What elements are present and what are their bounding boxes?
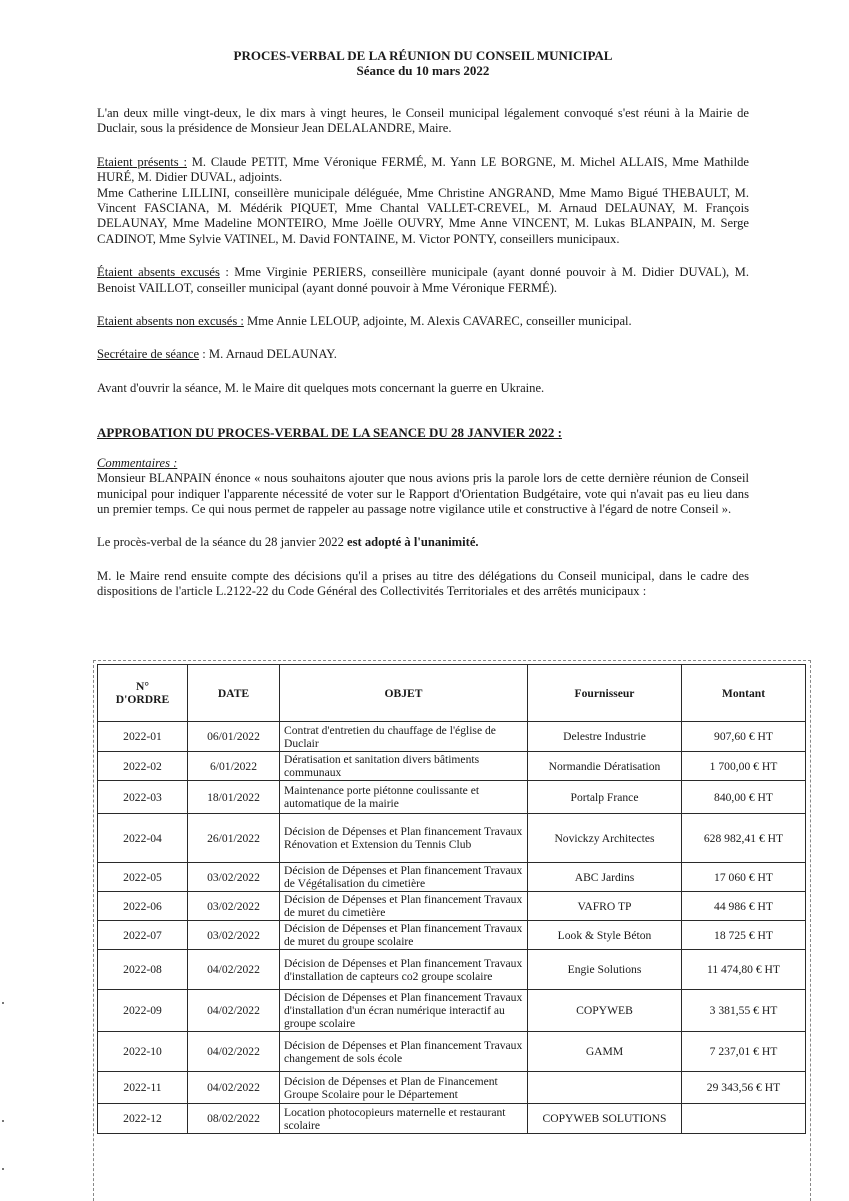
cell-objet: Décision de Dépenses et Plan financement Travaux de muret du cimetière: [280, 892, 528, 921]
cell-fournisseur: COPYWEB SOLUTIONS: [528, 1104, 682, 1134]
cell-fournisseur: Portalp France: [528, 781, 682, 814]
table-row: [98, 1104, 806, 1134]
cell-objet: Décision de Dépenses et Plan financement Travaux Rénovation et Extension du Tennis Club: [280, 814, 528, 863]
absents-excuses-label: Étaient absents excusés: [97, 265, 220, 280]
absents-excuses-text: : Mme Virginie PERIERS, conseillère municipale (ayant donné pouvoir à M. Didier DUVAL), M. Benoist VAILLOT, conseiller municipal (ayant donné pouvoir à Mme Véronique FERMÉ).: [97, 265, 750, 295]
cell-ordre: 2022-05: [98, 863, 188, 892]
cell-fournisseur: GAMM: [528, 1032, 682, 1072]
cell-date: 03/02/2022: [188, 863, 280, 892]
cell-ordre: 2022-10: [98, 1032, 188, 1072]
cell-fournisseur: Engie Solutions: [528, 950, 682, 990]
absents-non-excuses-paragraph: [97, 314, 749, 329]
cell-objet: Décision de Dépenses et Plan financement Travaux d'installation d'un écran numérique interactif au groupe scolaire: [280, 990, 528, 1032]
cell-fournisseur: ABC Jardins: [528, 863, 682, 892]
cell-objet: Maintenance porte piétonne coulissante et automatique de la mairie: [280, 781, 528, 814]
cell-objet: Décision de Dépenses et Plan financement Travaux de Végétalisation du cimetière: [280, 863, 528, 892]
cell-fournisseur: Novickzy Architectes: [528, 814, 682, 863]
table-row: [98, 950, 806, 990]
cell-montant: 18 725 € HT: [682, 921, 806, 950]
cell-ordre: 2022-06: [98, 892, 188, 921]
cell-ordre: 2022-09: [98, 990, 188, 1032]
cell-date: 04/02/2022: [188, 1032, 280, 1072]
cell-objet: Location photocopieurs maternelle et restaurant scolaire: [280, 1104, 528, 1134]
cell-fournisseur: COPYWEB: [528, 990, 682, 1032]
adoption-result: est adopté à l'unanimité.: [347, 535, 479, 550]
cell-fournisseur: Look & Style Béton: [528, 921, 682, 950]
cell-montant: 840,00 € HT: [682, 781, 806, 814]
adoption-paragraph: [97, 535, 749, 550]
table-row: [98, 1072, 806, 1104]
cell-ordre: 2022-11: [98, 1072, 188, 1104]
decisions-table: [97, 664, 806, 1134]
cell-date: 04/02/2022: [188, 990, 280, 1032]
cell-fournisseur: Delestre Industrie: [528, 722, 682, 752]
cell-objet: Décision de Dépenses et Plan de Financement Groupe Scolaire pour le Département: [280, 1072, 528, 1104]
cell-montant: 11 474,80 € HT: [682, 950, 806, 990]
document-page: [97, 48, 749, 600]
cell-fournisseur: Normandie Dératisation: [528, 752, 682, 781]
cell-date: 08/02/2022: [188, 1104, 280, 1134]
cell-ordre: 2022-12: [98, 1104, 188, 1134]
cell-date: 06/01/2022: [188, 722, 280, 752]
table-row: [98, 722, 806, 752]
adoption-prefix: Le procès-verbal de la séance du 28 janvier 2022: [97, 535, 348, 550]
cell-montant: [682, 1104, 806, 1134]
table-row: [98, 863, 806, 892]
cell-objet: Contrat d'entretien du chauffage de l'église de Duclair: [280, 722, 528, 752]
cell-montant: 29 343,56 € HT: [682, 1072, 806, 1104]
cell-date: 26/01/2022: [188, 814, 280, 863]
commentaires-text: Monsieur BLANPAIN énonce « nous souhaitons ajouter que nous avions pris la parole lors de cette dernière réunion de Conseil municipal pour indiquer l'apparente nécessité de voter sur le Rapport d'Orientation Budgétaire, vote qui n'avait pas eu lieu dans un premier temps. Ce qui nous permet de rappeler au passage notre vigilance utile et constructive à l'égard de notre Conseil ».: [97, 471, 749, 516]
cell-date: 03/02/2022: [188, 892, 280, 921]
cell-montant: 7 237,01 € HT: [682, 1032, 806, 1072]
cell-montant: 907,60 € HT: [682, 722, 806, 752]
absents-excuses-paragraph: [97, 265, 749, 296]
header-fournisseur: Fournisseur: [528, 665, 682, 722]
document-title: PROCES-VERBAL DE LA RÉUNION DU CONSEIL MUNICIPAL: [233, 48, 613, 63]
table-row: [98, 781, 806, 814]
presents-conseillers: Mme Catherine LILLINI, conseillère municipale déléguée, Mme Christine ANGRAND, Mme Mamo Bigué THEBAULT, M. Vincent FASCIANA, M. Médérik PIQUET, Mme Chantal VALLET-CREVEL, M. Arnaud DELAUNAY, M. François DELAUNAY, Mme Madeline MONTEIRO, Mme Joëlle OUVRY, Mme Anne VINCENT, M. Lukas BLANPAIN, M. Serge CADINOT, Mme Sylvie VATINEL, M. David FONTAINE, M. Victor PONTY, conseillers municipaux.: [97, 185, 749, 246]
secretaire-text: : M. Arnaud DELAUNAY.: [199, 347, 337, 362]
presents-adjoints: M. Claude PETIT, Mme Véronique FERMÉ, M. Yann LE BORGNE, M. Michel ALLAIS, Mme Mathilde HURÉ, M. Didier DUVAL, adjoints.: [97, 154, 749, 185]
cell-objet: Décision de Dépenses et Plan financement Travaux d'installation de capteurs co2 groupe scolaire: [280, 950, 528, 990]
cell-ordre: 2022-08: [98, 950, 188, 990]
table-row: [98, 752, 806, 781]
document-subtitle: Séance du 10 mars 2022: [356, 63, 490, 78]
table-row: [98, 921, 806, 950]
cell-ordre: 2022-04: [98, 814, 188, 863]
commentaires-label: Commentaires :: [97, 455, 178, 470]
header-ordre: N° D'ORDRE: [98, 665, 188, 722]
presents-paragraph: [97, 155, 749, 186]
section-title-approbation: APPROBATION DU PROCES-VERBAL DE LA SEANCE DU 28 JANVIER 2022 :: [97, 425, 562, 441]
decisions-intro-paragraph: M. le Maire rend ensuite compte des décisions qu'il a prises au titre des délégations du Conseil municipal, dans le cadre des dispositions de l'article L.2122-22 du Code Général des Collectivités Territoriales et des arrêtés municipaux :: [97, 568, 749, 599]
avant-ouverture-paragraph: Avant d'ouvrir la séance, M. le Maire dit quelques mots concernant la guerre en Ukraine.: [97, 380, 545, 395]
cell-montant: 17 060 € HT: [682, 863, 806, 892]
table-header-row: [98, 665, 806, 722]
absents-non-excuses-text: Mme Annie LELOUP, adjointe, M. Alexis CAVAREC, conseiller municipal.: [243, 314, 632, 329]
header-objet: OBJET: [280, 665, 528, 722]
header-montant: Montant: [682, 665, 806, 722]
cell-objet: Dératisation et sanitation divers bâtiments communaux: [280, 752, 528, 781]
cell-montant: 1 700,00 € HT: [682, 752, 806, 781]
cell-ordre: 2022-01: [98, 722, 188, 752]
table-row: [98, 814, 806, 863]
cell-fournisseur: VAFRO TP: [528, 892, 682, 921]
cell-ordre: 2022-07: [98, 921, 188, 950]
secretaire-paragraph: [97, 347, 749, 362]
scan-speck: [2, 1002, 4, 1004]
table-row: [98, 892, 806, 921]
cell-date: 18/01/2022: [188, 781, 280, 814]
cell-date: 04/02/2022: [188, 1072, 280, 1104]
scan-speck: [2, 1120, 4, 1122]
cell-fournisseur: [528, 1072, 682, 1104]
cell-montant: 44 986 € HT: [682, 892, 806, 921]
absents-non-excuses-label: Etaient absents non excusés :: [97, 314, 244, 329]
cell-objet: Décision de Dépenses et Plan financement Travaux de muret du groupe scolaire: [280, 921, 528, 950]
cell-ordre: 2022-03: [98, 781, 188, 814]
table-row: [98, 1032, 806, 1072]
cell-montant: 628 982,41 € HT: [682, 814, 806, 863]
intro-paragraph: L'an deux mille vingt-deux, le dix mars à vingt heures, le Conseil municipal légalement convoqué s'est réuni à la Mairie de Duclair, sous la présidence de Monsieur Jean DELALANDRE, Maire.: [97, 106, 749, 136]
cell-montant: 3 381,55 € HT: [682, 990, 806, 1032]
cell-date: 04/02/2022: [188, 950, 280, 990]
cell-date: 03/02/2022: [188, 921, 280, 950]
table-row: [98, 990, 806, 1032]
cell-ordre: 2022-02: [98, 752, 188, 781]
cell-objet: Décision de Dépenses et Plan financement Travaux changement de sols école: [280, 1032, 528, 1072]
secretaire-label: Secrétaire de séance: [97, 347, 200, 362]
presents-label: Etaient présents :: [97, 154, 187, 169]
scan-speck: [2, 1168, 4, 1170]
cell-date: 6/01/2022: [188, 752, 280, 781]
header-date: DATE: [188, 665, 280, 722]
